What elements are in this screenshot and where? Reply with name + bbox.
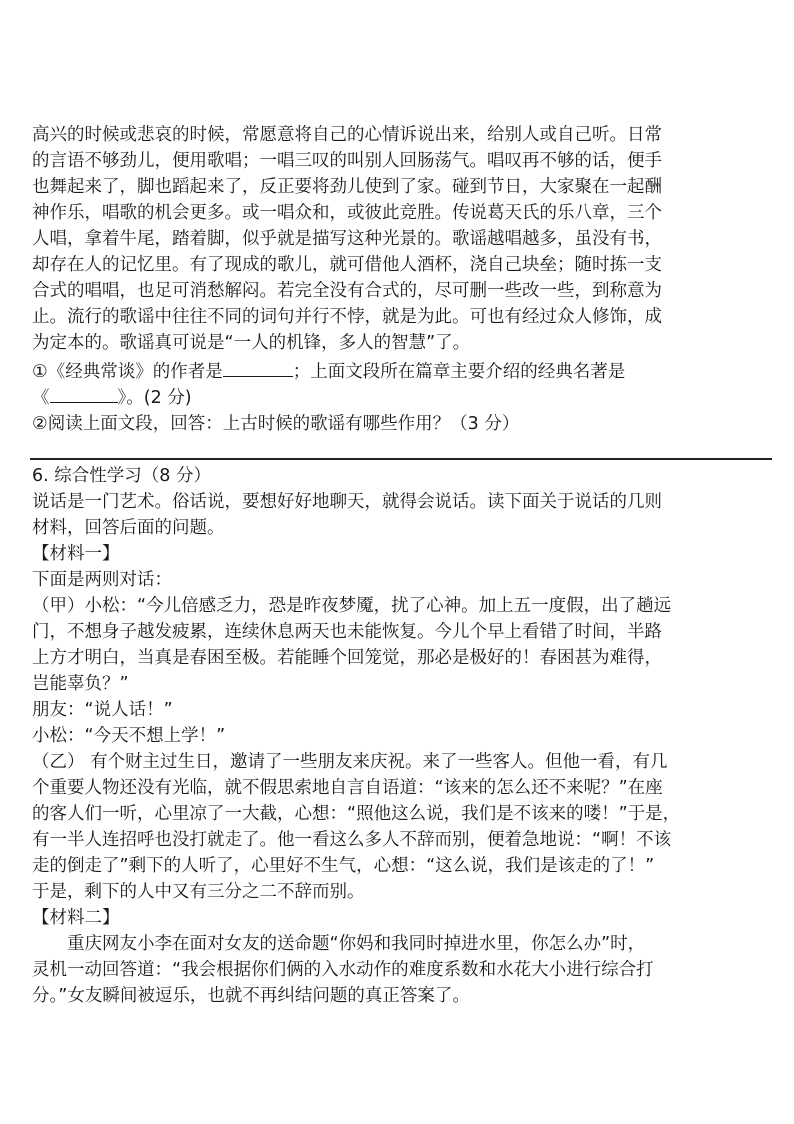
dialogue-b-line: 个重要人物还没有光临，就不假思索地自言自语道：“该来的怎么还不来呢？”在座: [32, 778, 663, 798]
dialogue-b-line: （乙） 有个财主过生日，邀请了一些朋友来庆祝。来了一些客人。但他一看，有几: [32, 752, 668, 772]
passage-line: 却存在人的记忆里。有了现成的歌儿，就可借他人酒杯，浇自己块垒；随时拣一支: [32, 255, 662, 275]
question-2: ②阅读上面文段，回答：上古时候的歌谣有哪些作用？（3 分）: [32, 414, 520, 434]
intro-line: 说话是一门艺术。俗话说，要想好好地聊天，就得会说话。读下面关于说话的几则: [32, 492, 662, 512]
dialogue-a-line: 门，不想身子越发疲累，连续休息两天也未能恢复。今儿个早上看错了时间，半路: [32, 622, 662, 642]
dialogue-a-line: 朋友：“说人话！”: [32, 700, 173, 720]
dialogue-b-line: 有一半人连招呼也没打就走了。他一看这么多人不辞而别，便着急地说：“啊！不该: [32, 830, 672, 850]
passage-line: 高兴的时候或悲哀的时候，常愿意将自己的心情诉说出来，给别人或自己听。日常: [32, 125, 662, 145]
passage-line: 的言语不够劲儿，便用歌唱；一唱三叹的叫别人回肠荡气。唱叹再不够的话，便手: [32, 151, 662, 171]
section-title: 6. 综合性学习（8 分）: [32, 466, 211, 486]
question-1-line-2: [32, 384, 772, 410]
dialogue-b-line: 走的倒走了”剩下的人听了，心里好不生气，心想：“这么说，我们是该走的了！”: [32, 856, 655, 876]
material-2-line: 分。”女友瞬间被逗乐，也就不再纠结问题的真正答案了。: [32, 986, 470, 1006]
question-1-points: 》。(2 分): [117, 388, 192, 408]
dialogue-a-line: 小松：“今天不想上学！”: [32, 726, 226, 746]
passage-line: 也舞起来了，脚也蹈起来了，反正要将劲儿使到了家。碰到节日，大家聚在一起酬: [32, 177, 662, 197]
answer-blank-classic[interactable]: [50, 384, 118, 403]
dialogue-b-line: 于是，剩下的人中又有三分之二不辞而别。: [32, 882, 365, 902]
answer-blank-author[interactable]: [223, 358, 293, 377]
passage-line: 止。流行的歌谣中往往不同的词句并行不悖，就是为此。可也有经过众人修饰，成: [32, 307, 662, 327]
dialogue-a-line: 上方才明白，当真是春困至极。若能睡个回笼觉，那必是极好的！春困甚为难得，: [32, 648, 662, 668]
dialogue-a-line: 岂能辜负？”: [32, 674, 129, 694]
section-divider: [30, 458, 772, 460]
material-2-line: 灵机一动回答道：“我会根据你们俩的入水动作的难度系数和水花大小进行综合打: [32, 960, 654, 980]
question-1: [32, 358, 772, 384]
question-1-text-b: ；上面文段所在篇章主要介绍的经典名著是: [292, 362, 626, 382]
material-2-heading: 【材料二】: [32, 908, 120, 928]
passage-line: 神作乐，唱歌的机会更多。或一唱众和，或彼此竞胜。传说葛天氏的乐八章，三个: [32, 203, 662, 223]
dialogue-b-line: 的客人们一听，心里凉了一大截，心想：“照他这么说，我们是不该来的喽！”于是，: [32, 804, 681, 824]
intro-line: 材料，回答后面的问题。: [32, 518, 225, 538]
passage-line: 为定本的。歌谣真可说是“一人的机锋，多人的智慧”了。: [32, 333, 471, 353]
dialogue-a-line: （甲）小松：“今儿倍感乏力，恐是昨夜梦魇，扰了心神。加上五一度假，出了趟远: [32, 596, 672, 616]
passage-line: 人唱，拿着牛尾，踏着脚，似乎就是描写这种光景的。歌谣越唱越多，虽没有书，: [32, 229, 662, 249]
passage-line: 合式的唱唱，也足可消愁解闷。若完全没有合式的，尽可删一些改一些，到称意为: [32, 281, 662, 301]
material-1-intro: 下面是两则对话：: [32, 570, 172, 590]
material-2-line: 重庆网友小李在面对女友的送命题“你妈和我同时掉进水里，你怎么办”时，: [32, 934, 646, 954]
material-1-heading: 【材料一】: [32, 544, 120, 564]
question-1-bracket-open: 《: [32, 388, 50, 408]
question-1-text-a: ①《经典常谈》的作者是: [32, 362, 223, 382]
